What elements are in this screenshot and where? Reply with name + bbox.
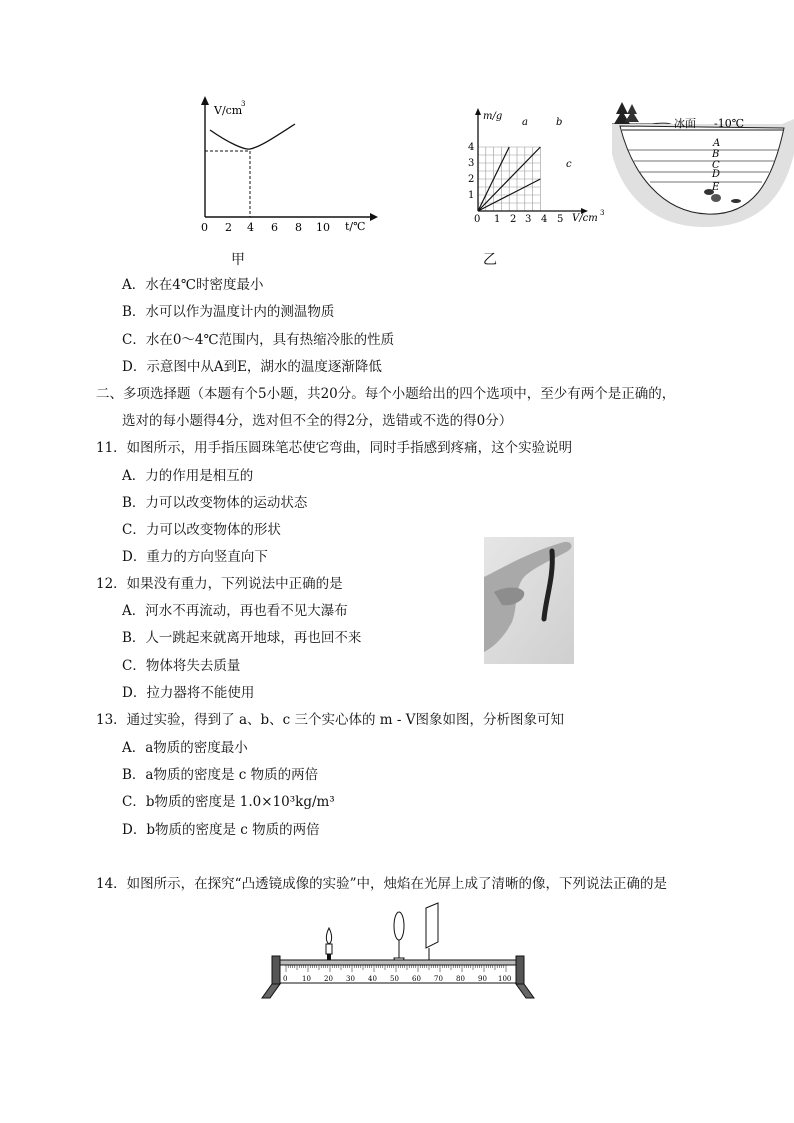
optical-bench xyxy=(258,898,538,1002)
bench-tick-label: 60 xyxy=(412,975,421,983)
q13-option-c: C．b物质的密度是 1.0×10³kg/m³ xyxy=(122,794,335,810)
q11-option-a: A．力的作用是相互的 xyxy=(122,468,254,484)
bench-tick-label: 80 xyxy=(456,975,465,983)
series-label-b: b xyxy=(556,117,563,128)
x-tick: 2 xyxy=(225,221,232,234)
x-axis-label: V/cm xyxy=(572,213,598,224)
x-tick: 1 xyxy=(494,214,501,225)
x-tick: 0 xyxy=(474,214,481,225)
bench-tick-label: 0 xyxy=(283,975,288,983)
y-axis-sup: 3 xyxy=(241,100,246,108)
light-screen-icon xyxy=(426,903,438,948)
q11-option-b: B．力可以改变物体的运动状态 xyxy=(122,495,308,511)
q12-option-c: C．物体将失去质量 xyxy=(122,658,241,674)
figure-yi-caption: 乙 xyxy=(483,252,497,268)
q12-option-a: A．河水不再流动，再也看不见大瀑布 xyxy=(122,603,348,619)
q13-option-a: A．a物质的密度最小 xyxy=(122,740,248,756)
fish-icon xyxy=(731,199,741,203)
bench-tick-label: 70 xyxy=(434,975,443,983)
bench-tick-label: 20 xyxy=(324,975,333,983)
y-tick: 3 xyxy=(468,158,475,169)
section2-heading: 二、多项选择题（本题有个5小题，共20分。每个小题给出的四个选项中，至少有两个是正确的， xyxy=(96,386,676,402)
y-axis-label: V/cm xyxy=(214,104,243,117)
layer-b: B xyxy=(712,149,720,160)
q13-stem: 13．通过实验，得到了 a、b、c 三个实心体的 m - V图象如图，分析图象可知 xyxy=(96,712,564,728)
layer-c: C xyxy=(712,160,720,171)
bench-tick-label: 30 xyxy=(346,975,355,983)
x-tick: 0 xyxy=(201,221,208,234)
q11-stem: 11．如图所示，用手指压圆珠笔芯使它弯曲，同时手指感到疼痛，这个实验说明 xyxy=(96,440,573,456)
convex-lens-icon xyxy=(394,912,404,940)
q13-option-d: D．b物质的密度是 c 物质的两倍 xyxy=(122,822,320,838)
series-label-c: c xyxy=(566,159,572,170)
bench-tick-label: 50 xyxy=(390,975,399,983)
x-tick: 10 xyxy=(316,221,330,234)
temperature-label: -10℃ xyxy=(714,117,745,130)
x-tick: 5 xyxy=(557,214,564,225)
q12-option-b: B．人一跳起来就离开地球，再也回不来 xyxy=(122,630,362,646)
q12-option-d: D．拉力器将不能使用 xyxy=(122,685,255,701)
x-axis-label: t/℃ xyxy=(345,220,366,233)
x-tick: 2 xyxy=(510,214,517,225)
section2-heading-cont: 选对的每小题得4分，选对但不全的得2分，选错或不选的得0分） xyxy=(122,413,513,429)
x-tick: 3 xyxy=(525,214,532,225)
flame-icon xyxy=(326,928,331,944)
x-tick: 4 xyxy=(541,214,548,225)
rock-icon xyxy=(711,194,721,202)
candle-icon xyxy=(326,944,332,954)
figure-yi-chart xyxy=(460,105,610,230)
q14-stem: 14．如图所示，在探究“凸透镜成像的实验”中，烛焰在光屏上成了清晰的像，下列说法正确的是 xyxy=(96,876,667,892)
x-tick: 6 xyxy=(271,221,278,234)
figure-jia-caption: 甲 xyxy=(231,252,245,268)
y-tick: 4 xyxy=(468,142,475,153)
layer-e: E xyxy=(712,182,720,193)
q10-option-d: D．示意图中从A到E，湖水的温度逐渐降低 xyxy=(122,359,382,375)
q10-option-a: A．水在4℃时密度最小 xyxy=(122,277,264,293)
bench-tick-label: 90 xyxy=(478,975,487,983)
series-label-a: a xyxy=(522,117,528,128)
layer-d: D xyxy=(712,169,721,180)
finger-pen-photo xyxy=(484,537,574,664)
lake-illustration xyxy=(612,94,794,230)
bench-tick-label: 40 xyxy=(368,975,377,983)
bench-tick-label: 10 xyxy=(302,975,311,983)
q10-option-c: C．水在0～4℃范围内，具有热缩冷胀的性质 xyxy=(122,332,395,348)
q11-option-d: D．重力的方向竖直向下 xyxy=(122,549,268,565)
x-tick: 4 xyxy=(247,221,254,234)
y-tick: 2 xyxy=(468,174,475,185)
figure-jia xyxy=(190,92,390,242)
layer-a: A xyxy=(713,138,721,149)
y-tick: 1 xyxy=(468,190,475,201)
x-tick: 8 xyxy=(295,221,302,234)
q13-option-b: B．a物质的密度是 c 物质的两倍 xyxy=(122,767,319,783)
y-axis-label: m/g xyxy=(483,111,503,122)
bench-tick-label: 100 xyxy=(498,975,512,983)
q12-stem: 12．如果没有重力，下列说法中正确的是 xyxy=(96,576,343,592)
q10-option-b: B．水可以作为温度计内的测温物质 xyxy=(122,304,335,320)
q11-option-c: C．力可以改变物体的形状 xyxy=(122,522,281,538)
ice-surface-label: 冰面 xyxy=(674,117,696,130)
x-axis-sup: 3 xyxy=(600,209,605,217)
